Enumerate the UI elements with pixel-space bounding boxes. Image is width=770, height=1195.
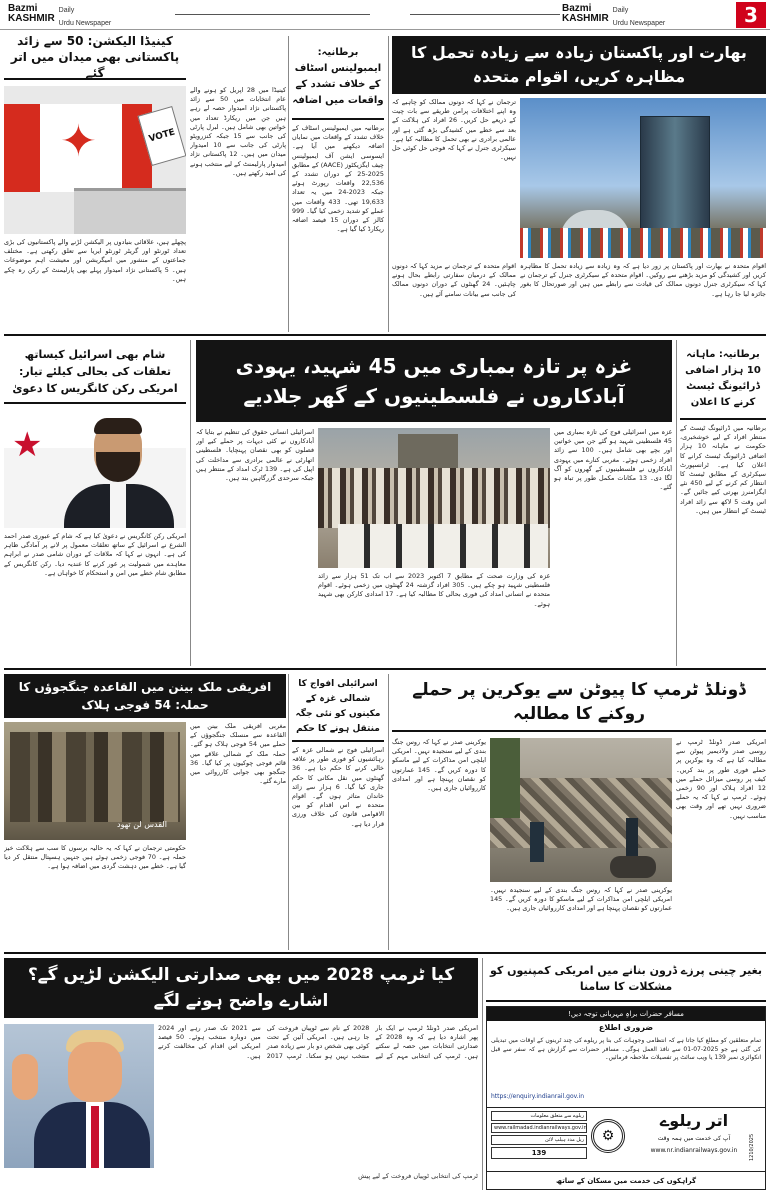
ukraine-body-b [392,738,486,948]
gaza-headline [196,340,672,422]
north-gaza-headline-text: اسرائیلی افواج کا شمالی غزہ کے مکینوں کو نئی جگہ منتقل ہونے کا حکم [295,679,381,734]
un-body-c-text: اقوام متحدہ کے ترجمان نے مزید کہا کہ دونوں ممالک کے درمیان سفارتی رابطے بحال ہونے چاہئیں۔ 24 گھنٹوں کے دوران دونوں ممالک کی جانب سے بیانات سامنے آئے ہیں۔ [392,262,516,298]
gaza-body-b [318,572,550,664]
trump-hand [12,1054,38,1100]
ad-title [487,1023,765,1032]
caption-text: ٹرمپ کی انتخابی ٹوپیاں فروخت کے لیے پیش [358,1172,478,1180]
africa-body-b-text: حکومتی ترجمان نے کہا کہ یہ حالیہ برسوں کا سب سے ہلاکت خیز حملہ ہے۔ 70 فوجی زخمی ہوئے ہیں جنہیں ہسپتال منتقل کر دیا گیا ہے۔ خطے میں دہشت گردی میں اضافہ ہوا ہے۔ [4,844,186,871]
enquiry-link[interactable] [491,1093,761,1100]
page-number-text: 3 [744,3,758,27]
africa-body-b [4,844,186,948]
watermark-text: القدس لن تهود [117,820,167,829]
vote-label: VOTE [147,127,177,145]
china-headline-text: بغیر چینی پرزے ڈرون بنانے میں امریکی کمپنیوں کو مشکلات کا سامنا [490,964,762,993]
trump-photo [4,1024,154,1168]
gaza-body-b-text: غزہ کی وزارت صحت کے مطابق 7 اکتوبر 2023 سے اب تک 51 ہزار سے زائد فلسطینی شہید ہو چکے ہیں۔ 305 افراد گزشتہ 24 گھنٹوں میں زخمی ہوئے۔ اقوام متحدہ نے انسانی امداد کی فوری بحالی کا مطالبہ کیا ہے۔ 17 امدادی کارکن بھی شہید ہوئے۔ [318,572,550,608]
north-gaza-body-text: اسرائیلی فوج نے شمالی غزہ کے رہائشیوں کو فوری طور پر علاقہ خالی کرنے کا حکم دیا ہے۔ 36 گھنٹوں میں نقل مکانی کا حکم جاری کیا گیا۔ 6 ہزار سے زائد خاندان متاثر ہوں گے۔ اقوام متحدہ نے اس اقدام کو بین الاقوامی قانون کی خلاف ورزی قرار دیا ہے۔ [292,746,384,828]
ukraine-body-c-text: یوکرینی صدر نے کہا کہ روس جنگ بندی کے لیے سنجیدہ نہیں۔ امریکی ایلچی امن مذاکرات کے لیے ماسکو کا دورہ کریں گے۔ 145 عمارتوں کو نقصان پہنچا ہے اور امدادی کارروائیاں جاری ہیں۔ [490,886,672,913]
rescuer [530,822,544,862]
railway-brand-sub [629,1135,759,1142]
ukraine-headline-text: ڈونلڈ ٹرمپ کا پیوٹن سے یوکرین پر حملے روکنے کا مطالبہ [412,680,746,724]
gaza-headline-text: غزہ پر تازہ بمباری میں 45 شہید، یہودی آبادکاروں نے فلسطینیوں کے گھر جلادیے [235,354,633,408]
un-body-b [392,98,516,258]
syria-headline-text: شام بھی اسرائیل کیساتھ تعلقات کی بحالی کیلئے تیار: امریکی رکن کانگریس کا دعویٰ [12,347,178,395]
un-building [640,116,710,242]
brand-bottom: KASHMIR [8,13,55,24]
canada-body-a-text: کینیڈا میں 28 اپریل کو ہونے والے عام انتخابات میں 50 سے زائد پاکستانی نژاد امیدوار حصہ لے رہے ہیں جن میں ریکارڈ تعداد میں خواتین بھی شامل ہیں۔ لبرل پارٹی کی جانب سے 15 جبکہ کنزرویٹو پارٹی کی جانب سے 10 امیدوار میدان میں ہیں۔ 12 پاکستانی نژاد امیدوار پارلیمنٹ کے لیے منتخب ہونے کی امید رکھتے ہیں۔ [190,86,286,177]
maple-leaf-icon: ✦ [60,116,97,167]
syria-headline [4,340,186,404]
trump2028-headline-text: کیا ٹرمپ 2028 میں بھی صدارتی الیکشن لڑیں گے؟ اشارے واضح ہونے لگے [27,965,455,1011]
section-rule [4,334,766,336]
section-rule [4,668,766,670]
person-hair [94,418,142,434]
trump2028-headline [4,958,478,1018]
ad-banner-text: مسافر حضرات براہِ مہربانی توجہ دیں! [568,1010,684,1018]
ukraine-body-a [676,738,766,948]
gaza-photo [318,428,550,568]
canada-headline [4,36,186,80]
ambulance-headline-text: برطانیہ: ایمبولینس اسٹاف کے خلاف تشدد کے واقعات میں اضافہ [292,47,384,106]
flag-red-left [4,104,40,192]
driving-headline [680,340,766,420]
un-photo [520,98,766,258]
syria-body [4,532,186,664]
ukraine-photo [490,738,672,882]
ukraine-body-c [490,886,672,948]
brand-top: Bazmi [562,3,592,14]
canada-photo [4,86,186,234]
ad-links [491,1111,587,1159]
canada-body-b-text: پچھلے ہیں، علاقائی بنیادوں پر الیکشن لڑنے والے پاکستانیوں کی بڑی تعداد ٹورنٹو اور گریٹر ٹورنٹو ایریا سے تعلق رکھتی ہے۔ مختلف جماعتوں کے منشور میں امیگریشن اور معیشت اہم موضوعات ہیں۔ 5 پاکستانی نژاد امیدوار پہلے بھی پارلیمنٹ کے رکن رہ چکے ہیں۔ [4,238,186,283]
ad-link-row[interactable] [491,1123,587,1133]
dog [610,856,656,878]
page-number [736,2,766,28]
ambulance-body-text: برطانیہ میں ایمبولینس اسٹاف کے خلاف تشدد کے واقعات میں نمایاں اضافہ دیکھنے میں آیا ہے۔ ایسوسی ایشن آف ایمبولینس چیف ایگزیکٹوز (AACE) کے مطابق 2025-25 کے دوران تشدد کے 22,536 واقعات رپورٹ ہوئے جبکہ 2023-24 میں یہ تعداد 19,633 تھی۔ 433 واقعات میں عملے کو شدید زخمی کیا گیا۔ 999 کالز کے دوران 15 فیصد اضافہ ریکارڈ کیا گیا ہے۔ [292,124,384,234]
section-rule [4,952,766,954]
ambulance-body [292,124,384,330]
brand-top: Bazmi [8,3,38,14]
railway-ad [486,1006,766,1190]
ad-footer [487,1171,765,1189]
trump2028-body [158,1024,478,1168]
china-headline [486,958,766,1002]
masthead-rule-left [175,14,370,15]
ad-code-text: 1210/2025 [749,1133,755,1161]
ambulance-headline [292,36,384,120]
railway-brand-text: اتر ریلوے [659,1111,729,1130]
enquiry-link-text: https://enquiry.indianrail.gov.in [491,1093,585,1100]
flag-poles [520,228,766,258]
star-icon: ★ [12,425,43,465]
canada-body-b [4,238,186,330]
ad-rule [487,1107,765,1108]
brand-bottom: KASHMIR [562,13,609,24]
ad-title-text: ضروری اطلاع [598,1023,654,1032]
person-shirt [110,484,126,528]
crowd [318,468,550,528]
ballot-box [74,188,186,234]
masthead [0,0,770,30]
masthead-rule-right [410,14,560,15]
col-rule [288,674,289,950]
tree [490,738,520,818]
tag-top: Daily [58,7,75,14]
un-headline [392,36,766,94]
syria-photo [4,408,186,528]
ad-body-text: تمام متعلقین کو مطلع کیا جاتا ہے کہ انتظامی وجوہات کی بنا پر ریلوے کی چند ٹرینوں کے اوقات میں تبدیلی کی گئی ہے جو 2025-07-01 سے نافذ العمل ہوگی۔ مسافر حضرات سے گزارش ہے کہ سفر سے قبل انکوائری نمبر 139 یا ویب سائٹ پر تفصیلات ملاحظہ فرمائیں۔ [491,1037,761,1061]
africa-headline [4,674,286,718]
gaza-body-a [554,428,672,664]
un-headline-text: بھارت اور پاکستان زیادہ سے زیادہ تحمل کا مظاہرہ کریں، اقوام متحدہ [411,43,747,86]
canada-headline-text: کینیڈا الیکشن: 50 سے زائد پاکستانی بھی میدان میں اتر گئے [10,34,180,80]
ukraine-body-b-text: یوکرینی صدر نے کہا کہ روس جنگ بندی کے لیے سنجیدہ نہیں۔ امریکی ایلچی امن مذاکرات کے لیے ماسکو کا دورہ کریں گے۔ 145 عمارتوں کو نقصان پہنچا ہے اور امدادی کارروائیاں جاری ہیں۔ [392,738,486,793]
tag-bottom: Urdu Newspaper [612,20,666,27]
africa-headline-text: افریقی ملک بینن میں القاعدہ جنگجوؤں کا حملہ: 54 فوجی ہلاک [18,680,272,712]
ad-link-label: ریلوے سے متعلق معلومات [530,1113,584,1119]
trump2028-caption [4,1172,478,1180]
trump2028-body-text: امریکی صدر ڈونلڈ ٹرمپ نے ایک بار پھر اشارہ دیا ہے کہ وہ 2028 کے صدارتی انتخابات میں حصہ لے سکتے ہیں۔ ٹرمپ کی انتخابی مہم کے لیے 2028 کے نام سے ٹوپیاں فروخت کی جا رہی ہیں۔ امریکی آئین کے تحت کوئی بھی شخص دو بار سے زیادہ صدر منتخب نہیں ہو سکتا۔ ٹرمپ 2017 سے 2021 تک صدر رہے اور 2024 میں دوبارہ منتخب ہوئے۔ 50 فیصد امریکی اس اقدام کی مخالفت کرتے ہیں۔ [158,1024,478,1060]
gaza-body-a-text: غزہ میں اسرائیلی فوج کی تازہ بمباری میں 45 فلسطینی شہید ہو گئے جن میں خواتین اور بچے بھی شامل ہیں۔ 100 سے زائد افراد زخمی ہوئے۔ مغربی کنارے میں یہودی آبادکاروں نے فلسطینیوں کے گھروں کو آگ لگا دی۔ 13 مکانات مکمل طور پر تباہ ہو گئے۔ [554,428,672,492]
brand-sub-text: آپ کی خدمت میں ہمہ وقت [657,1135,731,1142]
un-body-a [520,262,766,330]
ad-link-row[interactable] [491,1135,587,1145]
col-rule [482,958,483,1190]
north-gaza-headline [292,674,384,742]
railway-site[interactable] [629,1147,759,1154]
masthead-logo-left [8,4,111,29]
driving-body-text: برطانیہ میں ڈرائیونگ ٹیسٹ کے منتظر افراد کے لیے خوشخبری، حکومت نے ماہانہ 10 ہزار اضافی ڈرائیونگ ٹیسٹ کرانے کا اعلان کیا ہے۔ ٹرانسپورٹ سیکرٹری کے مطابق ٹیسٹ کا انتظار کم کرنے کے لیے 450 نئے ایگزامنرز بھرتی کیے جائیں گے۔ اس وقت 5 لاکھ سے زائد افراد ٹیسٹ کے انتظار میں ہیں۔ [680,424,766,515]
person-beard [96,452,140,482]
driving-headline-text: برطانیہ: ماہانہ 10 ہزار اضافی ڈرائیونگ ٹیسٹ کرنے کا اعلان [685,349,761,408]
photo-watermark [104,820,180,829]
col-rule [676,340,677,666]
canada-body-a [190,86,286,326]
ukraine-body-a-text: امریکی صدر ڈونلڈ ٹرمپ نے روسی صدر ولادیمیر پیوٹن سے مطالبہ کیا ہے کہ وہ یوکرین پر حملے فوری طور پر بند کریں۔ کیف پر روسی میزائل حملے میں 12 افراد ہلاک اور 90 زخمی ہوئے۔ ٹرمپ نے کہا کہ یہ حملے ضروری نہیں تھے اور وقت بھی مناسب نہیں۔ [676,738,766,820]
gaza-body-c [196,428,314,664]
truck [398,434,458,468]
railway-brand [629,1111,759,1130]
railway-logo: ⚙ [591,1119,625,1153]
ad-link-row[interactable] [491,1111,587,1121]
ad-banner [487,1007,765,1021]
soldiers [10,732,180,822]
col-rule [190,340,191,666]
un-body-a-text: اقوام متحدہ نے بھارت اور پاکستان پر زور دیا ہے کہ وہ زیادہ سے زیادہ تحمل کا مظاہرہ کریں اور کشیدگی کو مزید بڑھنے سے روکیں۔ اقوام متحدہ کے سیکرٹری جنرل کے ترجمان نے کہا کہ سیکرٹری جنرل دونوں ممالک کی قیادت سے رابطے میں ہیں اور صورتحال کا بغور جائزہ لیا جا رہا ہے۔ [520,262,766,298]
ad-link-value: www.railmadad.indianrailways.gov.in [494,1125,587,1131]
driving-body [680,424,766,664]
col-rule [288,36,289,332]
africa-body-a-text: مغربی افریقی ملک بینن میں القاعدہ سے منسلک جنگجوؤں کے حملے میں 54 فوجی ہلاک ہو گئے۔ حملہ ملک کے شمالی علاقے میں قائم فوجی چوکیوں پر کیا گیا۔ 36 جنگجو بھی جوابی کارروائی میں مارے گئے۔ [190,722,286,786]
ad-code [749,1111,761,1161]
un-body-b-text: ترجمان نے کہا کہ دونوں ممالک کو چاہیے کہ وہ اپنے اختلافات پرامن طریقے سے بات چیت کے ذریعے حل کریں۔ 26 افراد کی ہلاکت کے بعد سے خطے میں کشیدگی بڑھ گئی ہے اور عالمی برادری نے بھی تحمل کا مطالبہ کیا ہے۔ سیکرٹری جنرل نے کہا کہ فوجی حل کوئی حل نہیں۔ [392,98,516,162]
masthead-logo-right [562,4,665,29]
trump-tie [91,1106,99,1168]
gaza-body-c-text: اسرائیلی انسانی حقوق کی تنظیم نے بتایا کہ آبادکاروں نے کئی دیہات پر حملے کیے اور فصلوں کو بھی نقصان پہنچایا۔ فلسطینی اتھارٹی نے عالمی برادری سے مداخلت کی اپیل کی ہے۔ 139 ٹرک امداد کے منتظر ہیں جبکہ سرحدی گزرگاہیں بند ہیں۔ [196,428,314,483]
railway-site-text: www.nr.indianrailways.gov.in [650,1147,738,1154]
tag-top: Daily [612,7,629,14]
ukraine-headline [392,674,766,732]
ad-link-row[interactable] [491,1147,587,1159]
trump-face [68,1042,122,1102]
col-rule [388,36,389,332]
ad-footer-text: گراہکوں کی خدمت میں مسکان کے ساتھ [555,1177,697,1185]
ad-link-value: 139 [531,1149,547,1157]
ad-body [491,1037,761,1091]
ad-link-label: ریل مدد ہیلپ لائن [545,1137,584,1143]
africa-photo [4,722,186,840]
north-gaza-body [292,746,384,948]
syria-body-text: امریکی رکن کانگریس نے دعویٰ کیا ہے کہ شام کے عبوری صدر احمد الشرع نے اسرائیل کے ساتھ تعلقات معمول پر لانے پر آمادگی ظاہر کی ہے۔ انہوں نے کہا کہ ملاقات کے دوران شامی صدر نے ابراہم معاہدے میں شمولیت پر غور کرنے کا عندیہ دیا۔ رکن کانگریس کے مطابق شام خطے میں امن و استحکام کا خواہاں ہے۔ [4,532,186,577]
tag-bottom: Urdu Newspaper [58,20,112,27]
col-rule [388,674,389,950]
un-body-c [392,262,516,330]
africa-body-a [190,722,286,948]
aid-sacks [338,524,548,568]
